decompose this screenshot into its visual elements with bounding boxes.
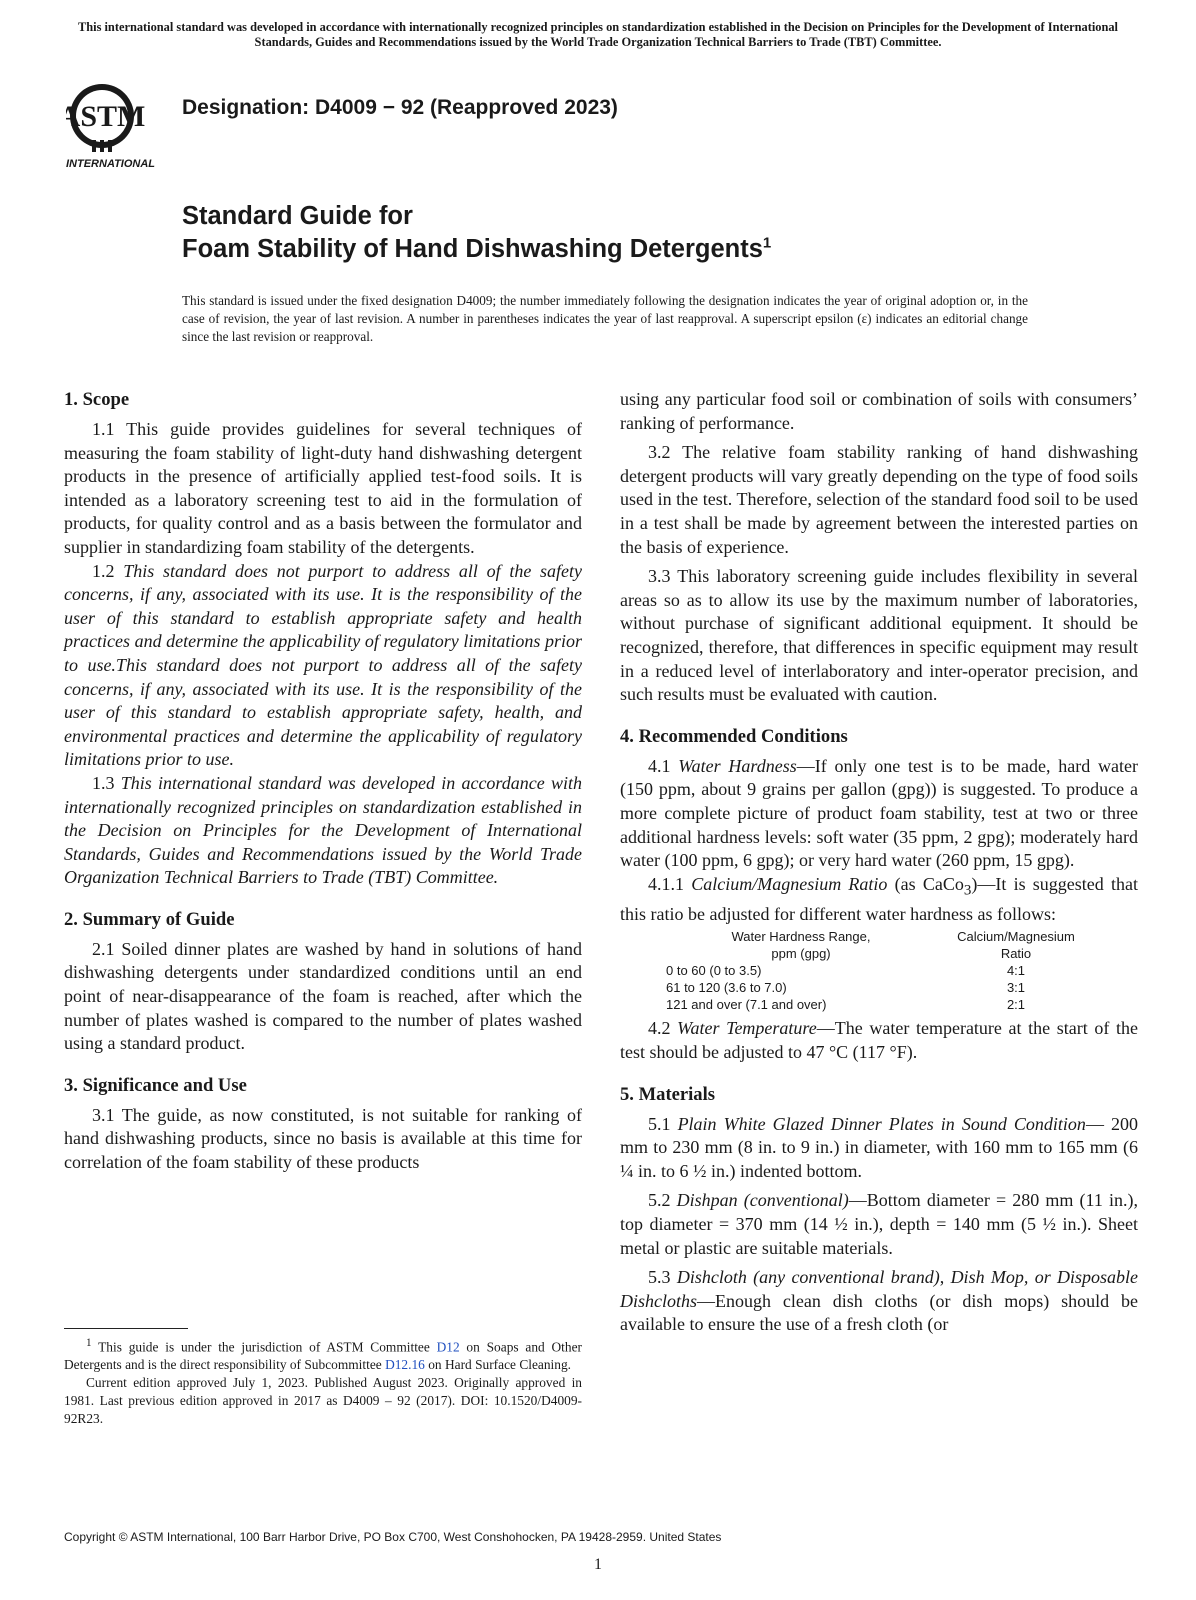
para-num: 5.3 xyxy=(648,1267,671,1288)
para-text: )—It is suggested that this ratio be adjusted for different water hardness as follows: xyxy=(620,873,1138,924)
para-term: Water Hardness xyxy=(678,755,797,776)
table-cell: 61 to 120 (3.6 to 7.0) xyxy=(666,980,787,996)
title-text: Foam Stability of Hand Dishwashing Detergents xyxy=(182,235,763,263)
para-num: 1.3 xyxy=(92,772,115,793)
para-num: 5.2 xyxy=(648,1190,671,1211)
para-term: (any conventional brand) xyxy=(746,1267,940,1288)
title-footnote-mark: 1 xyxy=(762,234,772,252)
para-3-1-a: 3.1 The guide, as now constituted, is not suitable for ranking of hand dishwashing products, since no basis is available at this time for correlation of the foam stability of these products xyxy=(64,1104,582,1173)
para-term: Dishpan xyxy=(676,1190,738,1211)
footnote-text: on Soaps and Other Detergents and is the direct responsibility of Subcommittee xyxy=(64,1339,582,1373)
footnotes xyxy=(64,1334,582,1428)
para-5-1 xyxy=(620,1113,1138,1184)
para-1-1: 1.1 This guide provides guidelines for several techniques of measuring the foam stability of light-duty hand dishwashing detergent products in the presence of artificially applied test-food soils. It is intended as a laboratory screening test to aid in the formulation of products, for quality control and as a basis between the formulator and supplier in standardizing foam stability of the detergents. xyxy=(64,419,582,557)
para-num: 4.2 xyxy=(648,1018,671,1039)
para-4-1 xyxy=(620,755,1138,873)
footnote-mark: 1 xyxy=(86,1337,92,1349)
table-row xyxy=(666,996,1096,1013)
para-2-1: 2.1 Soiled dinner plates are washed by hand in solutions of hand dishwashing detergents under standardized conditions until an end point of near-disappearance of the foam is reached, after which the number of plates washed is compared to the number of plates washed using a standard product. xyxy=(64,938,582,1054)
section-heading-conditions: 4. Recommended Conditions xyxy=(620,725,848,747)
issued-note: This standard is issued under the fixed designation D4009; the number immediately following the designation indicates the year of original adoption or, in the case of revision, the year of last revision. A number in parentheses indicates the year of last reapproval. A superscript epsilon (ε) indicates an editorial change since the last revision or reapproval. xyxy=(182,293,1028,344)
table-cell: 2:1 xyxy=(1006,997,1026,1013)
para-term: Calcium/Magnesium Ratio xyxy=(691,873,888,894)
designation: Designation: D4009 − 92 (Reapproved 2023) xyxy=(182,96,618,119)
para-text: —If only one test is to be made, hard water (150 ppm, about 9 grains per gallon (gpg)) is suggested. To produce a more complete picture of product foam stability, test at two or three additional hardness levels: soft water (35 ppm, 2 gpg); moderately hard water (100 ppm, 6 gpg); or very hard water (260 ppm, 15 gpg). xyxy=(620,755,1138,871)
table-header-row xyxy=(666,928,1096,945)
table-cell: 121 and over (7.1 and over) xyxy=(666,997,827,1013)
para-3-2: 3.2 The relative foam stability ranking of hand dishwashing detergent products will vary greatly depending on the type of food soils used in the test. Therefore, selection of the standard food soil to be used in a test shall be made by agreement between the interested parties on the basis of experience. xyxy=(620,442,1138,557)
section-heading-scope: 1. Scope xyxy=(64,389,130,410)
footnote-divider xyxy=(64,1328,188,1329)
table-cell: 3:1 xyxy=(1006,980,1026,996)
footnote-text: This guide is under the jurisdiction of ASTM Committee xyxy=(91,1339,437,1355)
para-4-2 xyxy=(620,1017,1138,1064)
right-column xyxy=(620,388,1138,1337)
table-header-cell: Calcium/Magnesium xyxy=(957,929,1075,945)
title-line-1: Standard Guide for xyxy=(182,202,413,230)
para-text: This international standard was developed in accordance with internationally recognized principles on standardization established in the Decision on Principles for the Development of International Standards, Guides and Recommendations issued by the World Trade Organization Technical Barriers to Trade (TBT) Committee. xyxy=(64,772,582,888)
footnote-1 xyxy=(64,1334,582,1374)
hardness-ratio-table xyxy=(666,928,1096,1013)
para-5-3 xyxy=(620,1266,1138,1337)
table-header-cell: ppm (gpg) xyxy=(771,946,831,962)
table-row xyxy=(666,962,1096,979)
astm-logo-icon xyxy=(66,78,170,170)
para-text: , xyxy=(939,1267,951,1288)
page-title xyxy=(182,200,771,266)
para-num: 5.1 xyxy=(648,1113,671,1134)
para-sub: 3 xyxy=(963,882,972,899)
copyright: Copyright © ASTM International, 100 Barr Harbor Drive, PO Box C700, West Conshohocken, PA 19428-2959. United States xyxy=(64,1530,722,1544)
table-cell: 0 to 60 (0 to 3.5) xyxy=(666,963,762,979)
committee-link[interactable]: D12 xyxy=(436,1339,460,1355)
section-heading-summary: 2. Summary of Guide xyxy=(64,908,235,930)
table-header-row xyxy=(666,945,1096,962)
para-text: — 200 mm to 230 mm (8 in. to 9 in.) in diameter, with 160 mm to 165 mm (6 ¼ in. to 6 ½ in.) indented bottom. xyxy=(620,1113,1138,1181)
logo-wordmark: INTERNATIONAL xyxy=(66,158,156,170)
para-text: —Bottom diameter = 280 mm (11 in.), top diameter = 370 mm (14 ½ in.), depth = 140 mm (5 ½ in.). Sheet metal or plastic are suitable materials. xyxy=(620,1190,1138,1258)
para-4-1-1 xyxy=(620,873,1138,927)
para-1-2 xyxy=(64,560,582,772)
section-heading-materials: 5. Materials xyxy=(620,1083,716,1105)
para-3-3: 3.3 This laboratory screening guide includes flexibility in several areas so as to allow its use by the maximum number of laboratories, without purchase of significant additional equipment. It should be recognized, therefore, that differences in specific equipment may result in a reduced level of interlaboratory and inter-operator precision, and such results must be evaluated with caution. xyxy=(620,566,1138,705)
para-3-1-b: using any particular food soil or combination of soils with consumers’ ranking of performance. xyxy=(620,389,1138,433)
para-term: (conventional) xyxy=(737,1190,849,1211)
astm-logo xyxy=(66,78,170,170)
para-term: Dish Mop, or Disposable Dishcloths xyxy=(620,1267,1139,1311)
para-text: (as CaCo xyxy=(887,873,964,894)
table-cell: 4:1 xyxy=(1006,963,1026,979)
para-num: 4.1 xyxy=(648,755,671,776)
table-row xyxy=(666,979,1096,996)
para-term: Plain White Glazed Dinner Plates in Sound Condition xyxy=(677,1113,1086,1134)
para-text: —Enough clean dish cloths (or dish mops) should be available to ensure the use of a fresh cloth (or xyxy=(620,1290,1138,1335)
para-term: Dishcloth xyxy=(676,1267,747,1288)
para-text: This standard does not purport to address all of the safety concerns, if any, associated with its use. It is the responsibility of the user of this standard to establish appropriate safety and health practices and determine the applicability of regulatory limitations prior to use.This standard does not purport to address all of the safety concerns, if any, associated with its use. It is the responsibility of the user of this standard to establish appropriate safety, health, and environmental practices and determine the applicability of regulatory limitations prior to use. xyxy=(64,560,583,770)
top-notice: This international standard was developed in accordance with internationally recognized principles on standardization established in the Decision on Principles for the Development of International Standards, Guides and Recommendations issued by the World Trade Organization Technical Barriers to Trade (TBT) Committee. xyxy=(77,20,1119,49)
footnote-edition: Current edition approved July 1, 2023. Published August 2023. Originally approved in 1981. Last previous edition approved in 2017 as D4009 – 92 (2017). DOI: 10.1520/D4009-92R23. xyxy=(64,1375,582,1427)
section-heading-significance: 3. Significance and Use xyxy=(64,1074,247,1096)
subcommittee-link[interactable]: D12.16 xyxy=(385,1357,425,1373)
para-num: 4.1.1 xyxy=(648,873,684,894)
table-header-cell: Water Hardness Range, xyxy=(731,929,871,945)
left-column xyxy=(64,388,582,1175)
para-1-3 xyxy=(64,772,582,890)
para-term: Water Temperature xyxy=(677,1018,817,1039)
page-number: 1 xyxy=(594,1556,602,1573)
title-line-2 xyxy=(182,233,771,266)
logo-mark: ASTM xyxy=(66,100,146,133)
footnote-text: on Hard Surface Cleaning. xyxy=(424,1357,572,1373)
table-header-cell: Ratio xyxy=(1000,946,1032,962)
para-text: —The water temperature at the start of the test should be adjusted to 47 °C (117 °F). xyxy=(620,1018,1138,1063)
para-5-2 xyxy=(620,1189,1138,1260)
para-num: 1.2 xyxy=(92,560,115,581)
